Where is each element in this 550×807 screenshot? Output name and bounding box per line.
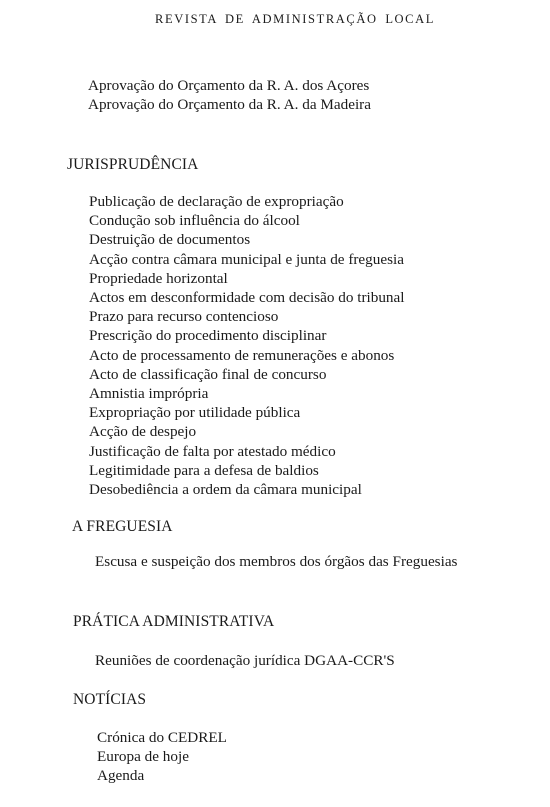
list-item: Justificação de falta por atestado médico bbox=[89, 442, 336, 460]
list-item: Acção de despejo bbox=[89, 423, 197, 441]
list-item: Acção contra câmara municipal e junta de freguesia bbox=[89, 250, 404, 268]
section-heading-jurisprudencia: JURISPRUDÊNCIA bbox=[67, 156, 199, 173]
list-item: Prescrição do procedimento disciplinar bbox=[89, 327, 327, 345]
list-item: Propriedade horizontal bbox=[89, 269, 228, 287]
list-item: Crónica do CEDREL bbox=[97, 729, 227, 746]
list-item: Legitimidade para a defesa de baldios bbox=[89, 461, 319, 479]
list-item: Publicação de declaração de expropriação bbox=[89, 193, 344, 210]
list-item: Expropriação por utilidade pública bbox=[89, 404, 301, 422]
list-item: Destruição de documentos bbox=[89, 231, 251, 249]
list-item: Aprovação do Orçamento da R. A. da Madeira bbox=[88, 96, 371, 114]
list-item: Condução sob influência do álcool bbox=[89, 212, 300, 230]
list-item: Acto de processamento de remunerações e abonos bbox=[89, 346, 395, 364]
pratica-list bbox=[95, 651, 395, 670]
jurisprudencia-list bbox=[89, 192, 404, 499]
top-items-list bbox=[88, 76, 371, 114]
section-heading-pratica: PRÁTICA ADMINISTRATIVA bbox=[73, 613, 275, 630]
list-item: Actos em desconformidade com decisão do tribunal bbox=[89, 289, 405, 307]
list-item: Aprovação do Orçamento da R. A. dos Açores bbox=[88, 77, 370, 94]
list-item: Desobediência a ordem da câmara municipal bbox=[89, 481, 362, 499]
freguesia-list bbox=[95, 552, 457, 571]
list-item: Reuniões de coordenação jurídica DGAA-CCR'S bbox=[95, 652, 395, 669]
running-head: REVISTA DE ADMINISTRAÇÃO LOCAL bbox=[155, 12, 435, 26]
section-heading-freguesia: A FREGUESIA bbox=[72, 518, 173, 535]
list-item: Europa de hoje bbox=[97, 748, 189, 766]
list-item: Amnistia imprópria bbox=[89, 385, 209, 403]
noticias-list bbox=[97, 728, 227, 786]
section-heading-noticias: NOTÍCIAS bbox=[73, 691, 147, 708]
list-item: Prazo para recurso contencioso bbox=[89, 308, 279, 326]
list-item: Acto de classificação final de concurso bbox=[89, 365, 327, 383]
list-item: Agenda bbox=[97, 767, 145, 785]
list-item: Escusa e suspeição dos membros dos órgãos das Freguesias bbox=[95, 553, 458, 570]
